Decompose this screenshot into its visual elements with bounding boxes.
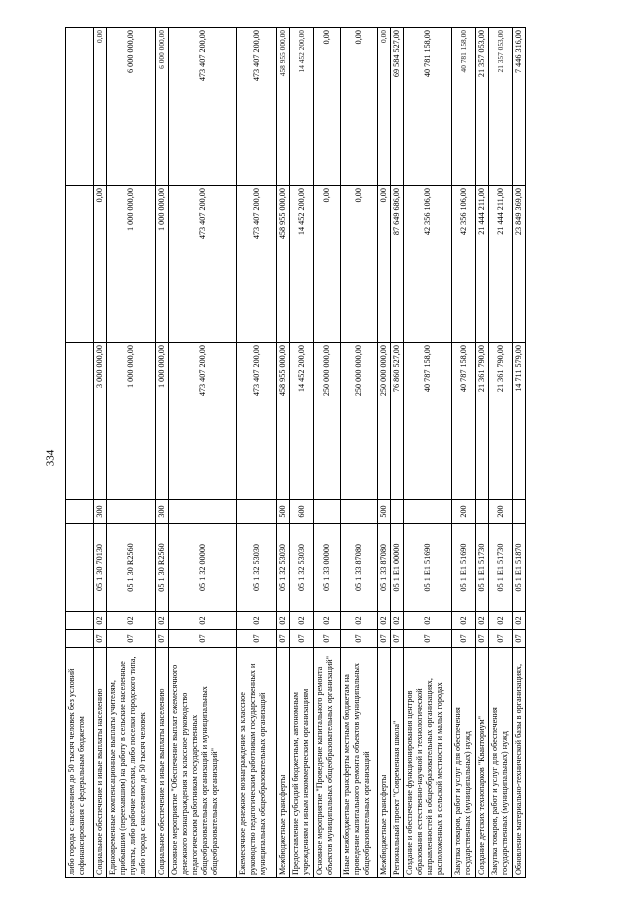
expense-type-cell [513,500,526,524]
expense-type-cell: 300 [156,500,169,524]
section-code-cell: 07 [476,630,489,648]
target-article-cell: 05 1 Е1 51870 [513,524,526,612]
target-article-cell: 05 1 32 00000 [169,524,237,612]
target-article-cell: 05 1 Е1 00000 [391,524,404,612]
target-article-cell: 05 1 33 87080 [378,524,391,612]
subsection-code-cell: 02 [156,612,169,630]
target-article-cell: 05 1 32 53030 [290,524,314,612]
amount-year-2-cell: 21 444 211,00 [476,186,489,343]
row-name-cell: либо города с населением до 50 тысяч человек без условий софинансирования с федеральным бюджетом [66,648,94,878]
expense-type-cell: 500 [277,500,290,524]
subsection-code-cell: 02 [489,612,513,630]
target-article-cell: 05 1 Е1 51730 [489,524,513,612]
section-code-cell: 07 [314,630,341,648]
table-row [94,28,107,878]
amount-year-2-cell: 42 356 106,00 [404,186,452,343]
section-code-cell: 07 [404,630,452,648]
subsection-code-cell [66,612,94,630]
row-name-cell: Создание и обеспечение функционирования центров образования естественно-научной и технологической направленностей в общеобразовательных организациях, расположенных в сельской местности и малых городах [404,648,452,878]
subsection-code-cell: 02 [378,612,391,630]
amount-year-2-cell: 0,00 [341,186,378,343]
section-code-cell: 07 [290,630,314,648]
amount-year-2-cell: 23 849 369,00 [513,186,526,343]
table-row [237,28,277,878]
amount-year-1-cell: 473 407 200,00 [237,343,277,500]
amount-year-1-cell: 1 000 000,00 [156,343,169,500]
section-code-cell: 07 [156,630,169,648]
amount-year-1-cell: 458 955 000,00 [277,343,290,500]
row-name-cell: Закупка товаров, работ и услуг для обеспечения государственных (муниципальных) нужд [489,648,513,878]
subsection-code-cell: 02 [391,612,404,630]
section-code-cell: 07 [107,630,156,648]
amount-year-2-cell: 42 356 106,00 [452,186,476,343]
target-article-cell: 05 1 Е1 51730 [476,524,489,612]
amount-year-3-cell: 40 781 158,00 [404,28,452,186]
amount-year-3-cell: 14 452 200,00 [290,28,314,186]
amount-year-2-cell: 0,00 [378,186,391,343]
subsection-code-cell: 02 [169,612,237,630]
table-row [66,28,94,878]
amount-year-1-cell: 3 000 000,00 [94,343,107,500]
expense-type-cell: 600 [290,500,314,524]
target-article-cell: 05 1 30 R2560 [107,524,156,612]
section-code-cell: 07 [94,630,107,648]
amount-year-3-cell: 0,00 [94,28,107,186]
table-row [489,28,513,878]
expense-type-cell [237,500,277,524]
table-row [391,28,404,878]
amount-year-1-cell: 21 361 790,00 [476,343,489,500]
amount-year-3-cell: 458 955 000,00 [277,28,290,186]
expense-type-cell [107,500,156,524]
section-code-cell: 07 [391,630,404,648]
row-name-cell: Социальное обеспечение и иные выплаты населению [94,648,107,878]
expense-type-cell: 200 [489,500,513,524]
table-row [169,28,237,878]
subsection-code-cell: 02 [476,612,489,630]
amount-year-3-cell: 473 407 200,00 [169,28,237,186]
table-row [290,28,314,878]
subsection-code-cell: 02 [404,612,452,630]
amount-year-2-cell: 1 000 000,00 [107,186,156,343]
table-row [156,28,169,878]
amount-year-1-cell: 250 000 000,00 [314,343,341,500]
target-article-cell: 05 1 32 53030 [277,524,290,612]
amount-year-2-cell: 473 407 200,00 [237,186,277,343]
row-name-cell: Основное мероприятие "Обеспечение выплат ежемесячного денежного вознаграждения за классное руководство педагогическим работникам государственных общеобразовательных организаций и муниципальных общеобразовательных организаций" [169,648,237,878]
budget-table [65,27,526,878]
amount-year-3-cell: 0,00 [378,28,391,186]
row-name-cell: Закупка товаров, работ и услуг для обеспечения государственных (муниципальных) нужд [452,648,476,878]
amount-year-2-cell: 21 444 211,00 [489,186,513,343]
expense-type-cell: 500 [378,500,391,524]
row-name-cell: Межбюджетные трансферты [277,648,290,878]
amount-year-2-cell: 0,00 [94,186,107,343]
amount-year-1-cell: 250 000 000,00 [378,343,391,500]
amount-year-3-cell: 473 407 200,00 [237,28,277,186]
amount-year-2-cell: 473 407 200,00 [169,186,237,343]
target-article-cell: 05 1 33 00000 [314,524,341,612]
rotated-budget-table [65,28,585,878]
row-name-cell: Создание детских технопарков "Кванториум" [476,648,489,878]
row-name-cell: Иные межбюджетные трансферты местным бюджетам на проведение капитального ремонта объектов муниципальных общеобразовательных организаций [341,648,378,878]
table-row [341,28,378,878]
target-article-cell: 05 1 33 87080 [341,524,378,612]
subsection-code-cell: 02 [290,612,314,630]
amount-year-2-cell: 14 452 200,00 [290,186,314,343]
table-row [476,28,489,878]
amount-year-1-cell: 40 787 158,00 [452,343,476,500]
subsection-code-cell: 02 [237,612,277,630]
subsection-code-cell: 02 [452,612,476,630]
expense-type-cell [314,500,341,524]
amount-year-2-cell: 458 955 000,00 [277,186,290,343]
section-code-cell [66,630,94,648]
table-row [378,28,391,878]
table-row [277,28,290,878]
section-code-cell: 07 [237,630,277,648]
row-name-cell: Межбюджетные трансферты [378,648,391,878]
amount-year-1-cell: 21 361 790,00 [489,343,513,500]
amount-year-3-cell [66,28,94,186]
subsection-code-cell: 02 [94,612,107,630]
subsection-code-cell: 02 [277,612,290,630]
subsection-code-cell: 02 [314,612,341,630]
amount-year-2-cell: 0,00 [314,186,341,343]
amount-year-3-cell: 69 584 527,00 [391,28,404,186]
row-name-cell: Обновление материально-технической базы в организациях, [513,648,526,878]
table-row [513,28,526,878]
expense-type-cell [66,500,94,524]
amount-year-1-cell [66,343,94,500]
target-article-cell: 05 1 32 53030 [237,524,277,612]
amount-year-1-cell: 14 711 579,00 [513,343,526,500]
row-name-cell: Региональный проект "Современная школа" [391,648,404,878]
amount-year-3-cell: 7 446 316,00 [513,28,526,186]
table-row [107,28,156,878]
subsection-code-cell: 02 [107,612,156,630]
table-row [314,28,341,878]
target-article-cell: 05 1 30 R2560 [156,524,169,612]
expense-type-cell [404,500,452,524]
amount-year-1-cell: 76 860 527,00 [391,343,404,500]
expense-type-cell [169,500,237,524]
expense-type-cell [391,500,404,524]
row-name-cell: Ежемесячное денежное вознаграждение за классное руководство педагогическим работникам государственных и муниципальных общеобразовательных организаций [237,648,277,878]
amount-year-1-cell: 473 407 200,00 [169,343,237,500]
section-code-cell: 07 [452,630,476,648]
amount-year-3-cell: 21 357 053,00 [476,28,489,186]
amount-year-3-cell: 21 357 053,00 [489,28,513,186]
target-article-cell: 05 1 Е1 51690 [404,524,452,612]
section-code-cell: 07 [277,630,290,648]
target-article-cell: 05 1 30 70130 [94,524,107,612]
row-name-cell: Основное мероприятие "Проведение капитального ремонта объектов муниципальных общеобразовательных организаций" [314,648,341,878]
row-name-cell: Единовременные компенсационные выплаты учителям, прибывшим (переехавшим) на работу в сельские населенные пункты, либо рабочие поселки, либо поселки городского типа, либо города с населением до 50 тысяч человек [107,648,156,878]
target-article-cell: 05 1 Е1 51690 [452,524,476,612]
section-code-cell: 07 [513,630,526,648]
amount-year-3-cell: 0,00 [314,28,341,186]
expense-type-cell: 300 [94,500,107,524]
amount-year-1-cell: 40 787 158,00 [404,343,452,500]
amount-year-2-cell: 87 649 686,00 [391,186,404,343]
page-number: 334 [44,449,56,467]
section-code-cell: 07 [341,630,378,648]
section-code-cell: 07 [169,630,237,648]
amount-year-1-cell: 14 452 200,00 [290,343,314,500]
expense-type-cell [476,500,489,524]
amount-year-1-cell: 250 000 000,00 [341,343,378,500]
amount-year-2-cell: 1 000 000,00 [156,186,169,343]
table-row [452,28,476,878]
section-code-cell: 07 [378,630,391,648]
section-code-cell: 07 [489,630,513,648]
amount-year-3-cell: 0,00 [341,28,378,186]
expense-type-cell [341,500,378,524]
amount-year-1-cell: 1 000 000,00 [107,343,156,500]
amount-year-2-cell [66,186,94,343]
amount-year-3-cell: 6 000 000,00 [156,28,169,186]
table-row [404,28,452,878]
subsection-code-cell: 02 [513,612,526,630]
amount-year-3-cell: 6 000 000,00 [107,28,156,186]
row-name-cell: Социальное обеспечение и иные выплаты населению [156,648,169,878]
amount-year-3-cell: 40 781 158,00 [452,28,476,186]
subsection-code-cell: 02 [341,612,378,630]
expense-type-cell: 200 [452,500,476,524]
target-article-cell [66,524,94,612]
row-name-cell: Предоставление субсидий бюджетным, автономным учреждениям и иным некоммерческим организациям [290,648,314,878]
